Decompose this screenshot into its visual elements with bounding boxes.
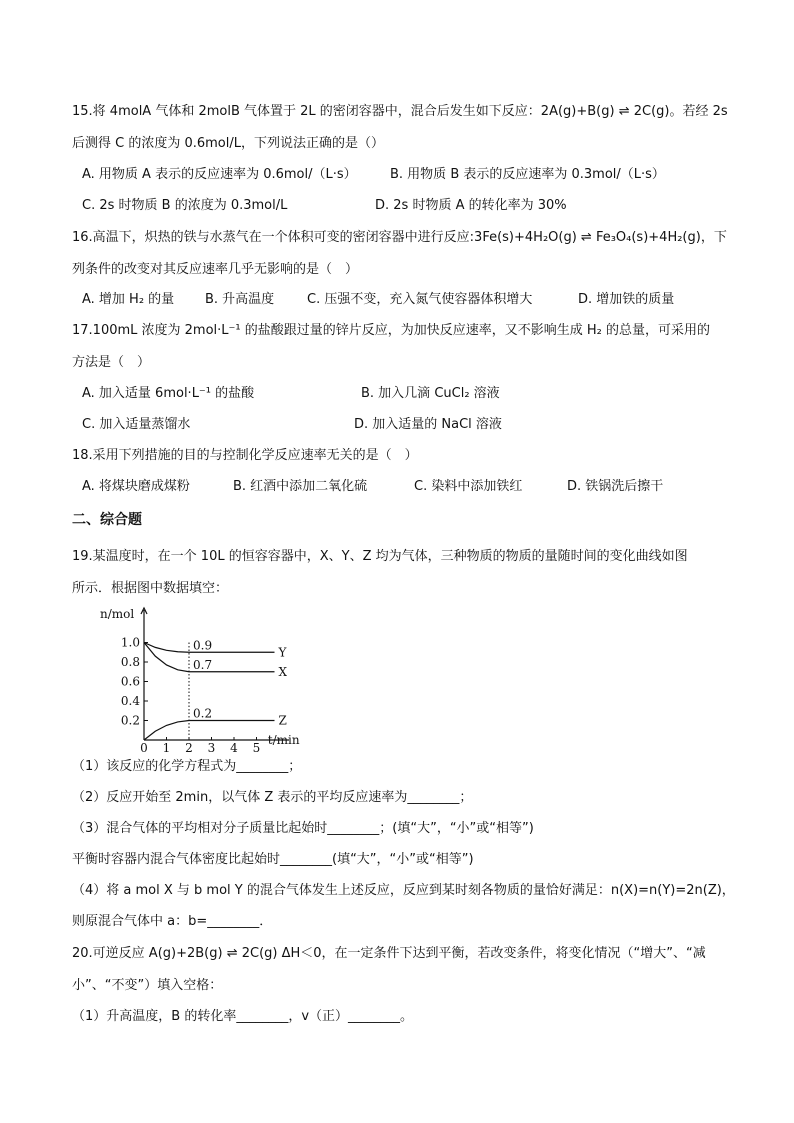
q17-stem-line2: 方法是（ ） (72, 355, 151, 370)
x-tick-label: 0 (140, 741, 148, 752)
q17-option-d: D. 加入适量的 NaCl 溶液 (354, 417, 502, 432)
n-vs-t-chart (98, 604, 308, 752)
q19-stem-line2: 所示．根据图中数据填空： (72, 581, 229, 596)
y-tick-label: 0.8 (120, 655, 140, 669)
x-tick-label: 1 (162, 741, 171, 752)
y-tick-label: 0.6 (120, 674, 140, 689)
q16-option-b: B. 升高温度 (205, 292, 275, 307)
q18-option-d: D. 铁锅洗后擦干 (567, 479, 664, 494)
series-Z-name-label: Z (278, 713, 287, 728)
q16-option-a: A. 增加 H₂ 的量 (82, 292, 175, 307)
q19-sub4: （4）将 a mol X 与 b mol Y 的混合气体发生上述反应，反应到某时刻各物质的量恰好满足：n(X)=n(Y)=2n(Z)， (72, 883, 735, 898)
q19-sub3-continued: 平衡时容器内混合气体密度比起始时________(填“大”，“小”或“相等”) (72, 852, 474, 867)
x-tick-label: 2 (185, 741, 193, 752)
q15-option-c: C. 2s 时物质 B 的浓度为 0.3mol/L (82, 198, 288, 213)
x-tick-label: 3 (207, 741, 216, 752)
chart-ticks (121, 636, 260, 753)
q16-option-d: D. 增加铁的质量 (578, 292, 675, 307)
section-heading: 二、综合题 (72, 512, 142, 528)
y-tick-label: 0.4 (120, 694, 140, 708)
q18-option-a: A. 将煤块磨成煤粉 (82, 479, 190, 494)
q19-sub1: （1）该反应的化学方程式为________； (72, 759, 302, 774)
series-X-name-label: X (278, 664, 288, 679)
q18-stem-line1: 18.采用下列措施的目的与控制化学反应速率无关的是（ ） (72, 448, 418, 463)
q19-sub2: （2）反应开始至 2min，以气体 Z 表示的平均反应速率为________； (72, 790, 473, 805)
q17-option-b: B. 加入几滴 CuCl₂ 溶液 (361, 386, 500, 401)
q15-stem-line1: 15.将 4molA 气体和 2molB 气体置于 2L 的密闭容器中，混合后发生如下反应：2A(g)+B(g) ⇌ 2C(g)。若经 2s (72, 104, 728, 119)
x-tick-label: 5 (252, 741, 261, 752)
q17-stem-line1: 17.100mL 浓度为 2mol·L⁻¹ 的盐酸跟过量的锌片反应，为加快反应速率，又不影响生成 H₂ 的总量，可采用的 (72, 323, 710, 338)
q20-sub1: （1）升高温度，B 的转化率________，v（正）________。 (72, 1009, 414, 1024)
q17-option-c: C. 加入适量蒸馏水 (82, 417, 191, 432)
x-tick-label: 4 (230, 741, 238, 752)
q18-option-c: C. 染料中添加铁红 (414, 479, 523, 494)
q19-sub3: （3）混合气体的平均相对分子质量比起始时________；(填“大”，“小”或“相等”) (72, 821, 534, 836)
y-axis-label: n/mol (100, 607, 135, 621)
q17-option-a: A. 加入适量 6mol·L⁻¹ 的盐酸 (82, 386, 255, 401)
chart-series (144, 638, 288, 740)
series-Y-name-label: Y (278, 645, 287, 660)
x-axis-label: t/min (267, 733, 300, 747)
series-Z-line (144, 721, 275, 741)
q15-option-a: A. 用物质 A 表示的反应速率为 0.6mol/（L·s） (82, 167, 357, 182)
q16-stem-line1: 16.高温下，炽热的铁与水蒸气在一个体积可变的密闭容器中进行反应:3Fe(s)+4H₂O(g) ⇌ Fe₃O₄(s)+4H₂(g)，下 (72, 230, 727, 245)
series-Y-value-label: 0.9 (193, 638, 213, 653)
q19-stem-line1: 19.某温度时，在一个 10L 的恒容容器中，X、Y、Z 均为气体，三种物质的物质的量随时间的变化曲线如图 (72, 549, 688, 564)
q19-sub4-continued: 则原混合气体中 a：b=________． (72, 914, 273, 929)
q16-option-c: C. 压强不变，充入氮气使容器体积增大 (307, 292, 533, 307)
q15-option-b: B. 用物质 B 表示的反应速率为 0.3mol/（L·s） (390, 167, 665, 182)
q18-option-b: B. 红酒中添加二氧化硫 (233, 479, 368, 494)
y-tick-label: 0.2 (120, 713, 140, 728)
q15-option-d: D. 2s 时物质 A 的转化率为 30% (375, 198, 567, 213)
q15-stem-line2: 后测得 C 的浓度为 0.6mol/L，下列说法正确的是（） (72, 136, 385, 151)
q16-stem-line2: 列条件的改变对其反应速率几乎无影响的是（ ） (72, 262, 359, 277)
q20-stem-line2: 小”、“不变”）填入空格： (72, 978, 223, 993)
series-Z-value-label: 0.2 (193, 706, 213, 721)
series-X-value-label: 0.7 (193, 657, 213, 672)
y-tick-label: 1.0 (120, 635, 140, 650)
q20-stem-line1: 20.可逆反应 A(g)+2B(g) ⇌ 2C(g) ΔH＜0，在一定条件下达到平衡，若改变条件，将变化情况（“增大”、“减 (72, 946, 706, 961)
